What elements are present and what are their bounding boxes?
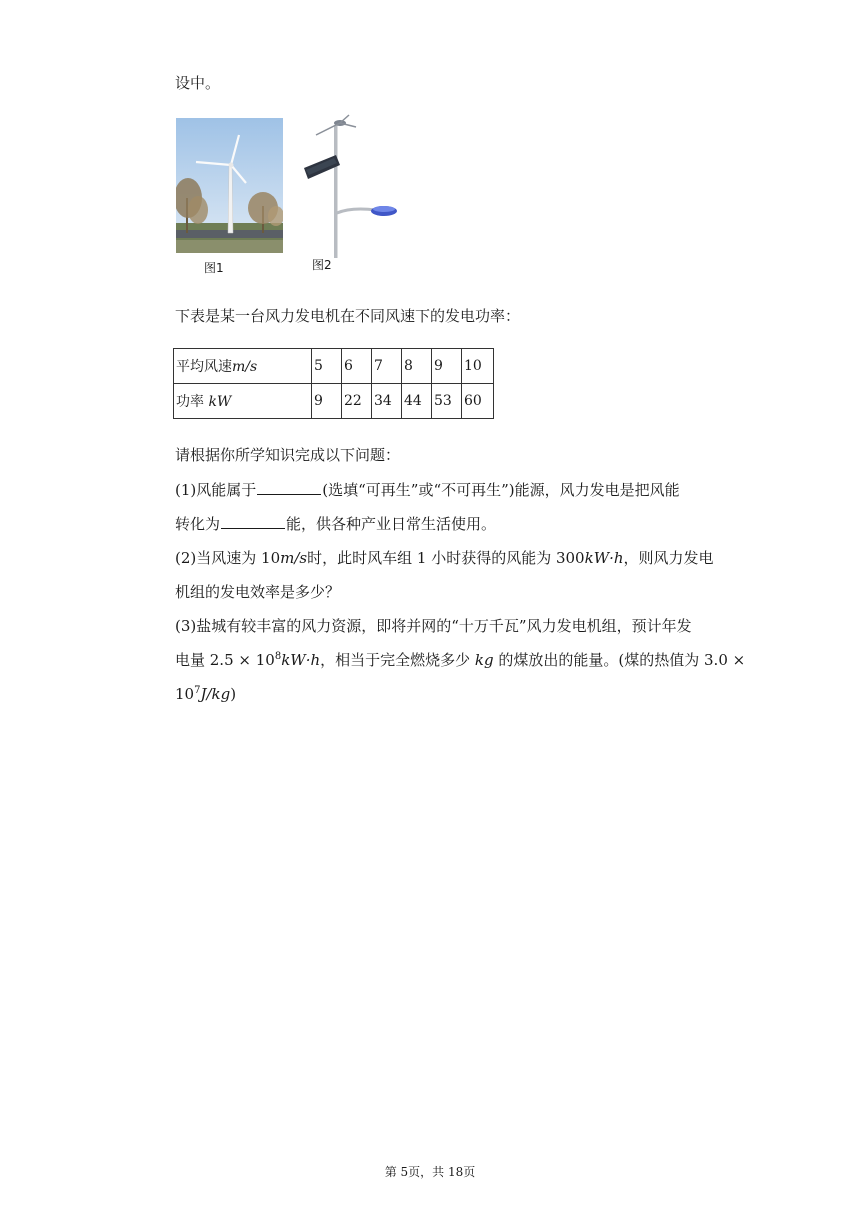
question-1-line-1: (1)风能属于 (选填“可再生”或“不可再生”)能源，风力发电是把风能 (175, 481, 680, 499)
answer-blank (257, 480, 321, 495)
table-cell: 22 (342, 384, 372, 419)
table-cell: 60 (462, 384, 494, 419)
row-header-wind-speed: 平均风速m/s (174, 349, 312, 384)
wind-solar-streetlight-image (296, 113, 406, 258)
question-2-line-2: 机组的发电效率是多少？ (175, 583, 341, 601)
question-3-line-1: (3)盐城有较丰富的风力资源，即将并网的“十万千瓦”风力发电机组，预计年发 (175, 617, 692, 635)
table-cell: 9 (312, 384, 342, 419)
table-cell: 34 (372, 384, 402, 419)
intro-text: 设中。 (175, 74, 221, 92)
table-cell: 10 (462, 349, 494, 384)
table-intro: 下表是某一台风力发电机在不同风速下的发电功率： (175, 307, 521, 325)
table-cell: 6 (342, 349, 372, 384)
questions-lead: 请根据你所学知识完成以下问题： (175, 446, 401, 464)
question-2-line-1: (2)当风速为 10m/s时，此时风车组 1 小时获得的风能为 300kW·h，则风力发电 (175, 549, 714, 567)
table-cell: 8 (402, 349, 432, 384)
question-3-line-3: $10^7J/kg$) (175, 685, 237, 703)
table-row (174, 349, 494, 384)
answer-blank (221, 514, 285, 529)
table-cell: 44 (402, 384, 432, 419)
page-footer: 第 5页，共 18页 (384, 1165, 476, 1179)
figure-2-caption: 图2 (312, 258, 332, 272)
wind-turbine-photo (176, 118, 283, 253)
question-1-line-2: 转化为 能，供各种产业日常生活使用。 (175, 515, 497, 533)
row-header-power: 功率 kW (174, 384, 312, 419)
table-cell: 7 (372, 349, 402, 384)
table-cell: 5 (312, 349, 342, 384)
figure-1-caption: 图1 (204, 261, 224, 275)
power-table (173, 348, 494, 419)
table-cell: 9 (432, 349, 462, 384)
question-3-line-2: 电量 $2.5 \times 10^8kW\cdot h$，相当于完全燃烧多少 kg 的煤放出的能量。(煤的热值为 3.0 × (175, 651, 746, 669)
table-row (174, 384, 494, 419)
table-cell: 53 (432, 384, 462, 419)
